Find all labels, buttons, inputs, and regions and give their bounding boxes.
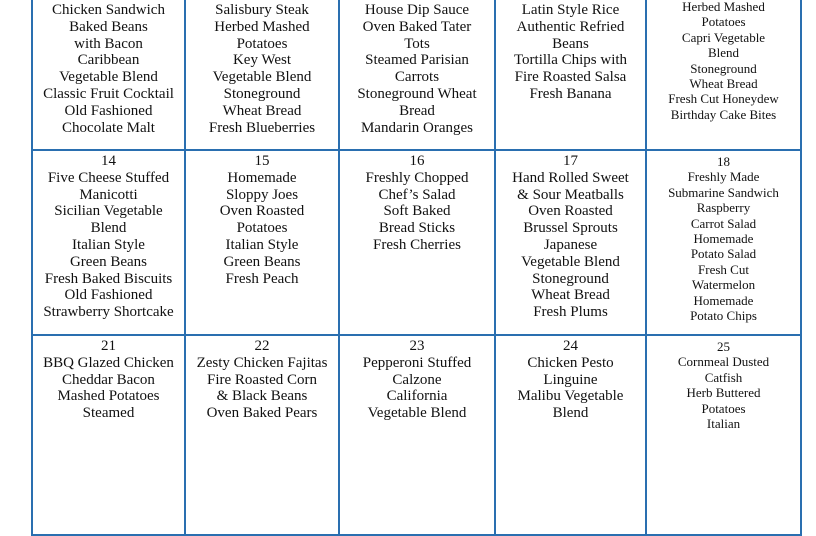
menu-item: Fresh Cut Honeydew bbox=[668, 91, 779, 107]
menu-item: & Sour Meatballs bbox=[517, 186, 624, 203]
menu-item: Chocolate Malt bbox=[62, 119, 155, 136]
menu-item: Stoneground Wheat bbox=[357, 85, 477, 102]
day-number: 21 bbox=[101, 338, 116, 354]
menu-item: Catfish bbox=[704, 369, 743, 385]
menu-item: Chicken Pesto bbox=[527, 354, 614, 371]
menu-item: Tortilla Chips with bbox=[513, 52, 628, 69]
menu-item: Freshly Made bbox=[687, 169, 760, 185]
day-cell-23 bbox=[340, 336, 496, 536]
day-number: 18 bbox=[717, 154, 730, 169]
menu-item: Potatoes bbox=[236, 35, 288, 52]
menu-item: Submarine Sandwich bbox=[668, 184, 779, 200]
day-cell-week1-fri bbox=[647, 0, 802, 151]
menu-item: Strawberry Shortcake bbox=[43, 304, 174, 321]
menu-item: Homemade bbox=[227, 169, 297, 186]
menu-item: Malibu Vegetable bbox=[517, 388, 624, 405]
menu-item: Italian bbox=[706, 416, 741, 432]
menu-item: Sicilian Vegetable bbox=[54, 203, 163, 220]
menu-item: Chef’s Salad bbox=[378, 186, 456, 203]
menu-item: Baked Beans bbox=[69, 18, 148, 35]
day-cell-week1-tue bbox=[186, 0, 340, 151]
menu-item: Authentic Refried bbox=[516, 18, 625, 35]
menu-item: Hand Rolled Sweet bbox=[512, 169, 629, 186]
menu-item: Bread bbox=[399, 102, 435, 119]
menu-item: Green Beans bbox=[69, 253, 148, 270]
menu-item: Zesty Chicken Fajitas bbox=[196, 354, 328, 371]
menu-item: Wheat Bread bbox=[531, 287, 610, 304]
menu-item: Freshly Chopped bbox=[365, 169, 469, 186]
menu-item: Mandarin Oranges bbox=[360, 119, 474, 136]
menu-item: Capri Vegetable bbox=[681, 29, 766, 45]
menu-item: Key West bbox=[232, 52, 292, 69]
menu-item: Caribbean bbox=[77, 52, 140, 69]
menu-item: Vegetable Blend bbox=[367, 405, 467, 422]
day-number: 23 bbox=[409, 338, 425, 354]
day-cell-week1-mon bbox=[33, 0, 186, 151]
day-cell-week1-thu bbox=[496, 0, 647, 151]
menu-item: Latin Style Rice bbox=[521, 2, 620, 18]
day-cell-24 bbox=[496, 336, 647, 536]
day-number: 15 bbox=[254, 153, 270, 169]
menu-item: Calzone bbox=[392, 371, 442, 388]
menu-item: Bread Sticks bbox=[378, 220, 456, 237]
menu-item: Salisbury Steak bbox=[215, 2, 309, 18]
menu-item: Potatoes bbox=[701, 400, 746, 416]
menu-item: Blend bbox=[90, 220, 127, 237]
menu-item: Vegetable Blend bbox=[59, 69, 158, 86]
menu-item: Cornmeal Dusted bbox=[677, 354, 770, 370]
day-cell-15 bbox=[186, 151, 340, 336]
menu-item: Potato Salad bbox=[690, 246, 757, 262]
menu-item: Fresh Cut bbox=[698, 261, 749, 277]
menu-item: Oven Baked Pears bbox=[206, 405, 318, 422]
menu-item: Fresh Peach bbox=[225, 270, 299, 287]
day-cell-17 bbox=[496, 151, 647, 336]
day-cell-22 bbox=[186, 336, 340, 536]
menu-item: Oven Roasted bbox=[219, 203, 305, 220]
menu-item: House Dip Sauce bbox=[364, 2, 470, 18]
menu-item: Green Beans bbox=[223, 253, 301, 270]
menu-item: Stoneground bbox=[532, 270, 609, 287]
menu-item: Blend bbox=[707, 45, 740, 61]
menu-item: Old Fashioned bbox=[64, 102, 153, 119]
menu-item: & Black Beans bbox=[216, 388, 308, 405]
menu-item: Steamed Parisian bbox=[365, 52, 469, 69]
menu-item: Beans bbox=[552, 35, 589, 52]
menu-item: California bbox=[386, 388, 448, 405]
menu-item: Fresh Cherries bbox=[373, 236, 461, 253]
menu-item: Pepperoni Stuffed bbox=[362, 354, 472, 371]
menu-item: Vegetable Blend bbox=[521, 253, 620, 270]
day-number: 25 bbox=[717, 339, 730, 354]
menu-item: Fire Roasted Corn bbox=[207, 371, 317, 388]
menu-item: Italian Style bbox=[225, 236, 299, 253]
menu-item: Brussel Sprouts bbox=[523, 220, 618, 237]
day-cell-25 bbox=[647, 336, 802, 536]
menu-item: Cheddar Bacon bbox=[62, 371, 155, 388]
menu-item: Stoneground bbox=[690, 60, 757, 76]
menu-item: Five Cheese Stuffed bbox=[47, 169, 170, 186]
day-cell-18 bbox=[647, 151, 802, 336]
menu-item: Steamed bbox=[82, 405, 135, 422]
menu-item: Wheat Bread bbox=[689, 76, 758, 92]
menu-item: Potatoes bbox=[701, 14, 746, 30]
menu-item: Herbed Mashed bbox=[214, 18, 310, 35]
day-number: 16 bbox=[409, 153, 425, 169]
menu-item: Manicotti bbox=[79, 186, 138, 203]
menu-item: Vegetable Blend bbox=[212, 69, 312, 86]
menu-item: BBQ Glazed Chicken bbox=[43, 354, 174, 371]
menu-item: Oven Roasted bbox=[528, 203, 613, 220]
day-number: 17 bbox=[563, 153, 578, 169]
day-number: 14 bbox=[101, 153, 116, 169]
menu-item: Japanese bbox=[543, 236, 598, 253]
menu-item: Carrots bbox=[394, 69, 440, 86]
menu-calendar-grid bbox=[31, 0, 802, 536]
menu-item: Herb Buttered bbox=[686, 385, 761, 401]
day-cell-21 bbox=[33, 336, 186, 536]
day-cell-week1-wed bbox=[340, 0, 496, 151]
menu-item: Fire Roasted Salsa bbox=[514, 69, 627, 86]
menu-item: Tots bbox=[404, 35, 430, 52]
menu-item: Potatoes bbox=[236, 220, 288, 237]
menu-item: Wheat Bread bbox=[222, 102, 302, 119]
menu-item: Fresh Baked Biscuits bbox=[44, 270, 173, 287]
menu-item: Homemade bbox=[693, 292, 754, 308]
menu-item: Raspberry bbox=[696, 200, 751, 216]
menu-item: Carrot Salad bbox=[690, 215, 757, 231]
menu-item: Chicken Sandwich bbox=[52, 2, 165, 18]
menu-item: Mashed Potatoes bbox=[57, 388, 160, 405]
menu-item: Classic Fruit Cocktail bbox=[43, 85, 174, 102]
menu-item: Old Fashioned bbox=[64, 287, 153, 304]
menu-item: Linguine bbox=[543, 371, 598, 388]
day-number: 22 bbox=[254, 338, 270, 354]
menu-item: with Bacon bbox=[74, 35, 143, 52]
menu-item: Oven Baked Tater bbox=[362, 18, 472, 35]
day-number: 24 bbox=[563, 338, 578, 354]
menu-item: Stoneground bbox=[223, 85, 301, 102]
menu-item: Italian Style bbox=[72, 236, 145, 253]
day-cell-16 bbox=[340, 151, 496, 336]
menu-item: Birthday Cake Bites bbox=[670, 106, 777, 122]
day-cell-14 bbox=[33, 151, 186, 336]
menu-item: Sloppy Joes bbox=[225, 186, 299, 203]
menu-item: Fresh Banana bbox=[529, 85, 612, 102]
menu-item: Fresh Plums bbox=[533, 304, 608, 321]
menu-item: Potato Chips bbox=[690, 308, 757, 324]
menu-item: Fresh Blueberries bbox=[208, 119, 316, 136]
menu-item: Watermelon bbox=[691, 277, 756, 293]
menu-item: Homemade bbox=[693, 231, 754, 247]
menu-item: Soft Baked bbox=[383, 203, 451, 220]
menu-item: Herbed Mashed bbox=[682, 0, 765, 14]
menu-item: Blend bbox=[552, 405, 589, 422]
